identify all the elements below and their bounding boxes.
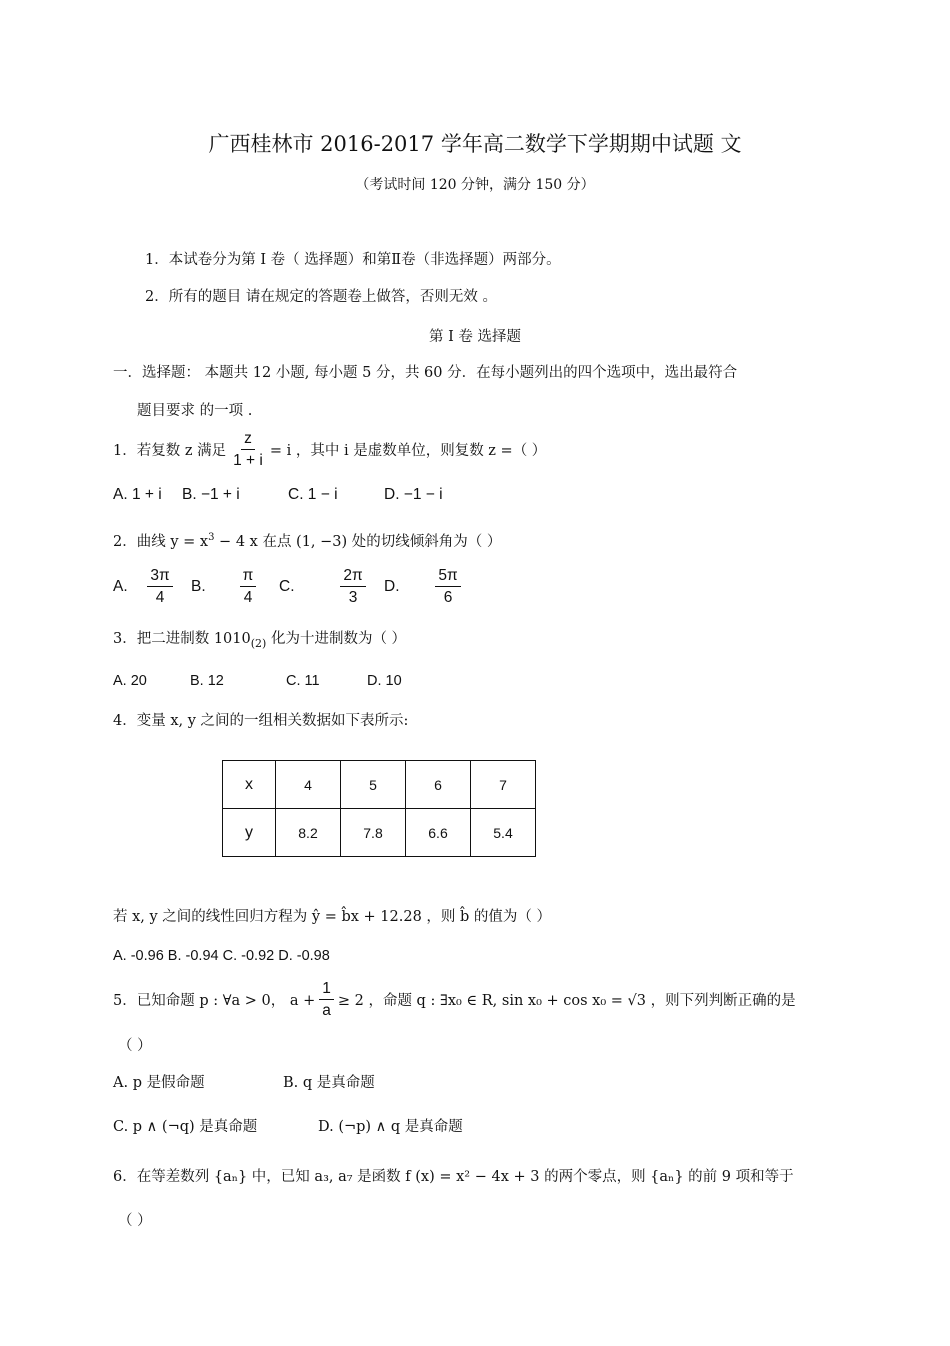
question-2 xyxy=(113,530,501,551)
q1-option-b: B. −1 + i xyxy=(182,486,240,503)
q3-option-c: C. 11 xyxy=(286,673,320,689)
q4-regression: 若 x, y 之间的线性回归方程为 ŷ = b̂x + 12.28 ，则 b̂ 的值为（ ） xyxy=(113,909,552,925)
q1-frac-num: z xyxy=(241,430,255,450)
q2-b-den: 4 xyxy=(243,588,253,606)
q1-option-c: C. 1 − i xyxy=(288,486,338,503)
q5-option-c: C. p ∧ (¬q) 是真命题 xyxy=(113,1119,258,1135)
table-header-y: y xyxy=(223,809,276,857)
q3-option-b: B. 12 xyxy=(190,673,224,689)
q1-option-a: A. 1 + i xyxy=(113,486,162,503)
table-cell: 7.8 xyxy=(341,809,406,857)
table-cell: 5 xyxy=(341,761,406,809)
part-intro-line2: 题目要求 的一项 . xyxy=(137,403,253,419)
q5-frac-num: 1 xyxy=(319,980,334,1000)
table-cell: 6 xyxy=(406,761,471,809)
q6-paren: （ ） xyxy=(118,1213,152,1229)
q2-c-den: 3 xyxy=(348,588,358,606)
q5-frac-den: a xyxy=(322,1001,331,1019)
question-1 xyxy=(113,430,546,470)
q2-a-den: 4 xyxy=(155,588,165,606)
q2-option-c xyxy=(338,567,368,607)
question-4: 4．变量 x, y 之间的一组相关数据如下表所示: xyxy=(113,713,409,729)
data-table xyxy=(222,760,536,857)
q2-option-a xyxy=(145,567,175,607)
q4-options: A. -0.96 B. -0.94 C. -0.92 D. -0.98 xyxy=(113,948,330,964)
table-cell: 4 xyxy=(276,761,341,809)
q3-option-d: D. 10 xyxy=(367,673,402,689)
q5-option-d: D. (¬p) ∧ q 是真命题 xyxy=(318,1119,463,1135)
q2-a-num: 3π xyxy=(147,567,172,587)
q1-prefix: 1．若复数 z 满足 xyxy=(113,443,227,460)
q2-exponent: 3 xyxy=(208,532,215,544)
q1-suffix: = i ，其中 i 是虚数单位，则复数 z =（ ） xyxy=(269,443,547,460)
q2-option-b-label: B. xyxy=(191,577,206,595)
question-5 xyxy=(113,980,796,1020)
q5-fraction xyxy=(319,980,334,1020)
question-3 xyxy=(113,627,406,650)
q2-options xyxy=(113,567,467,607)
table-row-y xyxy=(223,809,536,857)
instruction-2: 2．所有的题目 请在规定的答题卷上做答，否则无效 。 xyxy=(145,289,497,305)
q1-frac-den: 1 + i xyxy=(233,451,263,469)
q3-text: 3．把二进制数 1010 xyxy=(113,631,251,647)
q2-option-a-label: A. xyxy=(113,577,128,595)
q2-b-num: π xyxy=(240,567,257,587)
q2-option-d xyxy=(433,567,463,607)
q2-option-b xyxy=(233,567,263,607)
q2-c-num: 2π xyxy=(340,567,365,587)
page-title: 广西桂林市 2016-2017 学年高二数学下学期期中试题 文 xyxy=(208,132,742,156)
q5-suffix: ≥ 2 ，命题 q : ∃x₀ ∈ R, sin x₀ + cos x₀ = √3 ，则下列判断正确的是 xyxy=(337,993,796,1010)
q5-paren: （ ） xyxy=(118,1038,152,1054)
table-cell: 8.2 xyxy=(276,809,341,857)
q2-prefix: 2．曲线 y = x xyxy=(113,534,209,550)
table-row-x xyxy=(223,761,536,809)
q5-option-b: B. q 是真命题 xyxy=(283,1075,375,1091)
table-cell: 7 xyxy=(471,761,536,809)
q1-fraction xyxy=(230,430,266,470)
table-header-x: x xyxy=(223,761,276,809)
exam-info: （考试时间 120 分钟，满分 150 分） xyxy=(355,177,595,193)
section-title: 第 I 卷 选择题 xyxy=(428,329,522,345)
q1-option-d: D. −1 − i xyxy=(384,486,443,503)
instruction-1: 1．本试卷分为第 I 卷（ 选择题）和第Ⅱ卷（非选择题）两部分。 xyxy=(145,252,561,268)
q3-suffix: 化为十进制数为（ ） xyxy=(266,631,407,647)
q2-d-den: 6 xyxy=(443,588,453,606)
table-cell: 6.6 xyxy=(406,809,471,857)
q5-prefix: 5．已知命题 p : ∀a > 0， a + xyxy=(113,993,316,1010)
table-cell: 5.4 xyxy=(471,809,536,857)
q2-option-c-label: C. xyxy=(279,577,295,595)
q3-base: (2) xyxy=(250,636,267,650)
q2-option-d-label: D. xyxy=(384,577,400,595)
q2-suffix: − 4 x 在点 (1, −3) 处的切线倾斜角为（ ） xyxy=(214,534,502,550)
q3-option-a: A. 20 xyxy=(113,673,147,689)
question-6: 6．在等差数列 {aₙ} 中，已知 a₃, a₇ 是函数 f (x) = x² − 4x + 3 的两个零点，则 {aₙ} 的前 9 项和等于 xyxy=(113,1169,794,1185)
part-intro-line1: 一．选择题： 本题共 12 小题, 每小题 5 分，共 60 分．在每小题列出的四个选项中，选出最符合 xyxy=(113,365,738,381)
q5-option-a: A. p 是假命题 xyxy=(113,1075,205,1091)
q2-d-num: 5π xyxy=(435,567,460,587)
